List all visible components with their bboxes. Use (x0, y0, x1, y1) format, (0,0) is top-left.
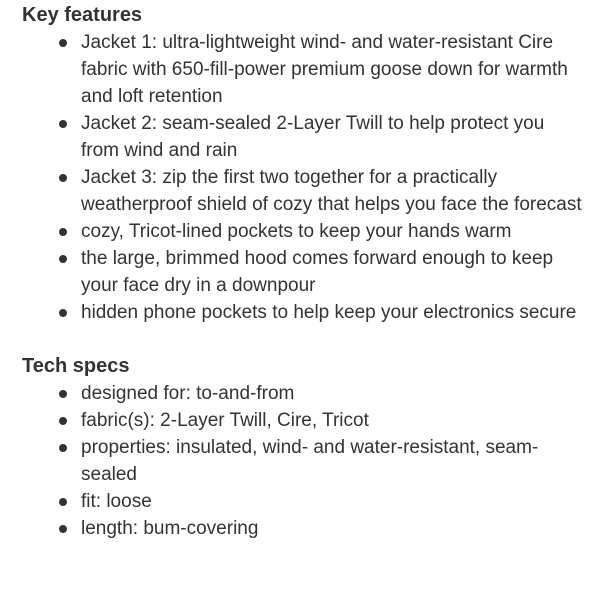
bullet-icon (59, 120, 67, 128)
key-feature-text: cozy, Tricot-lined pockets to keep your hands warm (81, 221, 512, 242)
bullet-icon (59, 309, 67, 317)
key-feature-text: hidden phone pockets to help keep your electronics secure (81, 302, 577, 323)
key-feature-text: the large, brimmed hood comes forward enough to keep your face dry in a downpour (81, 248, 554, 296)
key-feature-item (22, 164, 582, 218)
tech-specs-heading: Tech specs (22, 355, 130, 377)
key-feature-item (22, 110, 582, 164)
bullet-icon (59, 444, 67, 452)
tech-spec-item (22, 488, 582, 515)
tech-spec-text: length: bum-covering (81, 518, 259, 539)
key-feature-text: Jacket 3: zip the first two together for a practically weatherproof shield of cozy that helps you face the forecast (81, 167, 582, 215)
bullet-icon (59, 228, 67, 236)
tech-spec-item (22, 434, 582, 488)
bullet-icon (59, 417, 67, 425)
tech-spec-text: fit: loose (81, 491, 152, 512)
bullet-icon (59, 390, 67, 398)
bullet-icon (59, 255, 67, 263)
tech-spec-item (22, 407, 582, 434)
key-feature-item (22, 218, 582, 245)
product-details (22, 2, 582, 542)
key-feature-item (22, 299, 582, 326)
key-feature-text: Jacket 1: ultra-lightweight wind- and water-resistant Cire fabric with 650-fill-power premium goose down for warmth and loft retention (81, 32, 568, 107)
tech-spec-item (22, 515, 582, 542)
section-spacer (22, 326, 582, 353)
key-feature-text: Jacket 2: seam-sealed 2-Layer Twill to help protect you from wind and rain (81, 113, 545, 161)
key-feature-item (22, 245, 582, 299)
bullet-icon (59, 525, 67, 533)
tech-spec-text: designed for: to-and-from (81, 383, 295, 404)
bullet-icon (59, 174, 67, 182)
tech-spec-text: properties: insulated, wind- and water-resistant, seam-sealed (81, 437, 539, 485)
key-features-heading: Key features (22, 4, 143, 26)
tech-spec-item (22, 380, 582, 407)
key-feature-item (22, 29, 582, 110)
bullet-icon (59, 498, 67, 506)
tech-spec-text: fabric(s): 2-Layer Twill, Cire, Tricot (81, 410, 369, 431)
bullet-icon (59, 39, 67, 47)
tech-specs-list (22, 380, 582, 542)
key-features-list (22, 29, 582, 326)
